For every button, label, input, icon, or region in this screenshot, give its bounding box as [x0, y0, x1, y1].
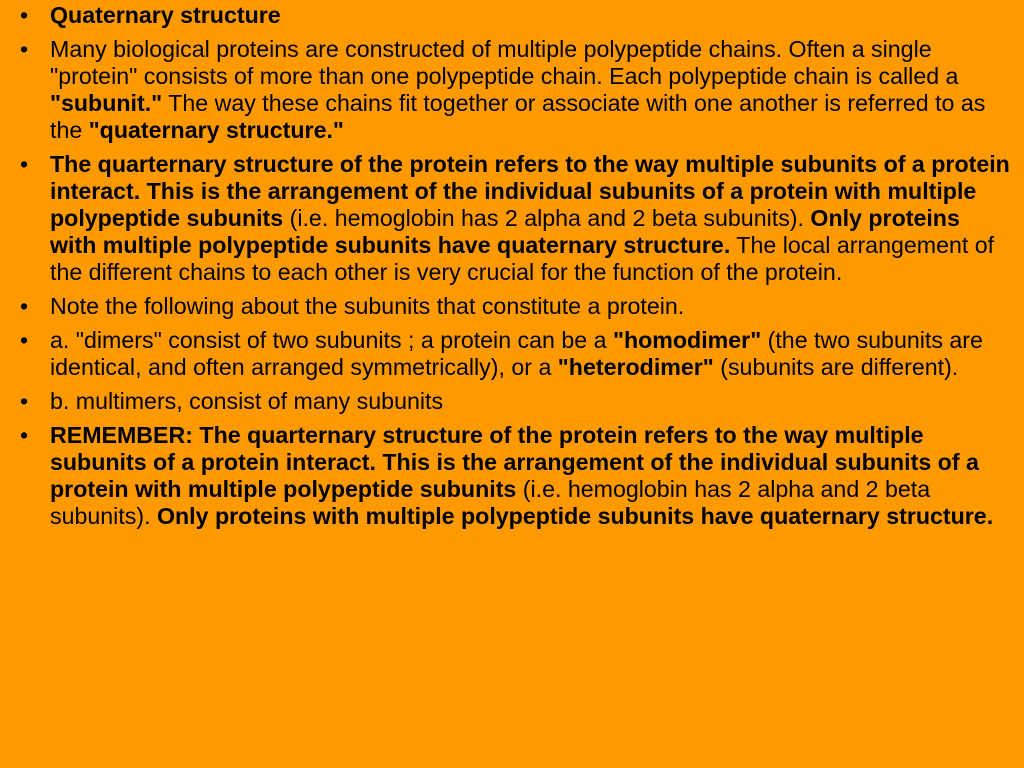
bullet-dot-icon: •: [20, 422, 29, 448]
bold-text-segment: The quarternary structure of the protein refers to the way multiple subunits of a protein interact. This is the arrangement of the individual subunits of a protein with multiple polypeptide subunits: [50, 151, 1010, 231]
text-segment: Many biological proteins are constructed of multiple polypeptide chains. Often a single "protein" consists of more than one polypeptide chain. Each polypeptide chain is called a: [50, 36, 959, 89]
text-segment: b. multimers, consist of many subunits: [50, 388, 444, 414]
bullet-dot-icon: •: [20, 36, 29, 62]
text-segment: (the two subunits are identical, and often arranged symmetrically), or a: [50, 327, 983, 380]
bullet-item: [20, 2, 1010, 29]
text-segment: (i.e. hemoglobin has 2 alpha and 2 beta subunits).: [50, 476, 931, 529]
bullet-item: [20, 327, 1010, 381]
bold-text-segment: "homodimer": [612, 327, 762, 353]
bold-text-segment: Only proteins with multiple polypeptide subunits have quaternary structure.: [156, 503, 994, 529]
text-segment: a. "dimers" consist of two subunits ; a protein can be a: [50, 327, 613, 353]
bold-text-segment: Only proteins with multiple polypeptide subunits have quaternary structure.: [50, 205, 960, 258]
text-segment: The local arrangement of the different chains to each other is very crucial for the function of the protein.: [50, 232, 995, 285]
text-segment: The way these chains fit together or associate with one another is referred to as the: [50, 90, 986, 143]
bullet-item: [20, 388, 1010, 415]
bullet-item: [20, 36, 1010, 144]
bold-text-segment: "quaternary structure.": [88, 117, 344, 143]
text-segment: (subunits are different).: [713, 354, 959, 380]
bullet-dot-icon: •: [20, 327, 29, 353]
bullet-item: [20, 151, 1010, 286]
bullet-item: [20, 422, 1010, 530]
bullet-dot-icon: •: [20, 2, 29, 28]
bold-text-segment: "subunit.": [50, 90, 163, 116]
bullet-list: [20, 2, 1010, 530]
text-segment: Note the following about the subunits that constitute a protein.: [50, 293, 685, 319]
bullet-dot-icon: •: [20, 388, 29, 414]
bold-text-segment: "heterodimer": [557, 354, 714, 380]
bold-text-segment: Quaternary structure: [50, 2, 281, 28]
bullet-dot-icon: •: [20, 293, 29, 319]
bold-text-segment: REMEMBER: The quarternary structure of the protein refers to the way multiple subunits of a protein interact. This is the arrangement of the individual subunits of a protein with multiple polypeptide subunits: [50, 422, 979, 502]
text-segment: (i.e. hemoglobin has 2 alpha and 2 beta subunits).: [283, 205, 811, 231]
bullet-item: [20, 293, 1010, 320]
bullet-dot-icon: •: [20, 151, 29, 177]
